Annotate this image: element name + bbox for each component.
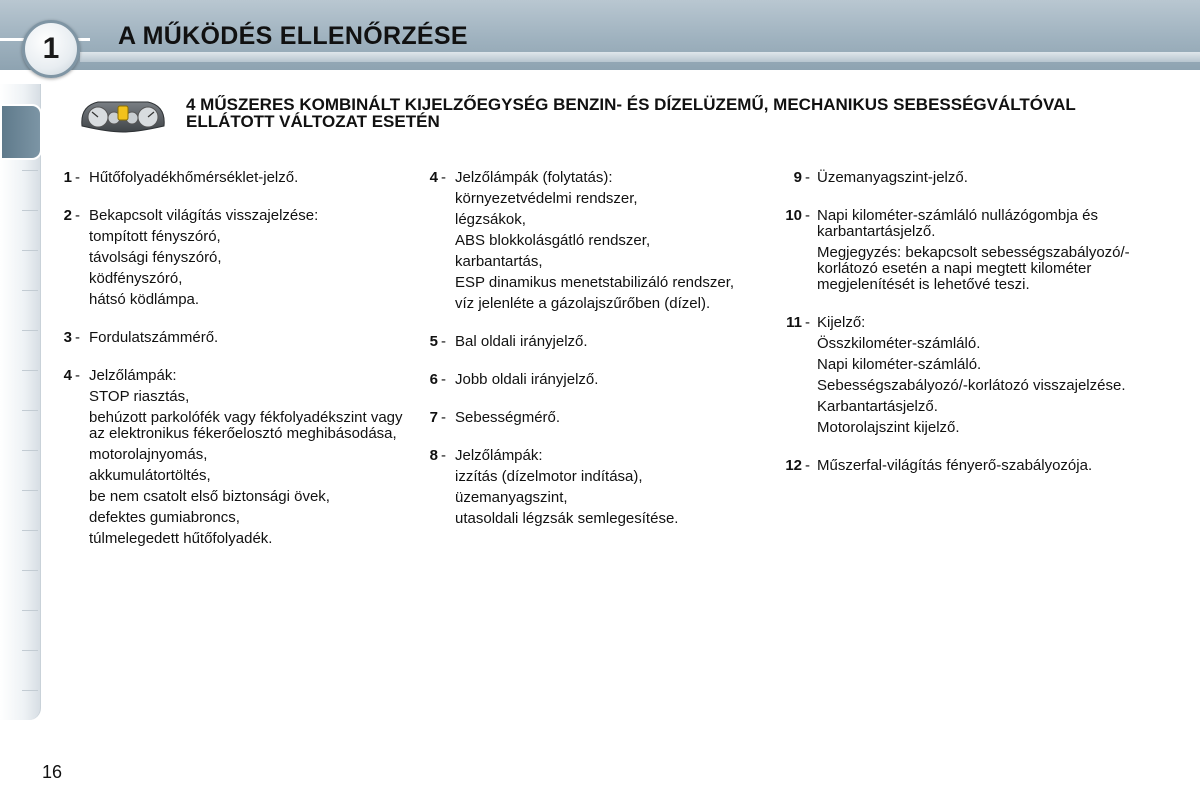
item-line: Karbantartásjelző. bbox=[817, 398, 938, 415]
item-number: 1 bbox=[63, 169, 72, 186]
legend-item bbox=[780, 170, 1140, 186]
chapter-number-badge: 1 bbox=[22, 20, 80, 78]
item-line: motorolajnyomás, bbox=[89, 446, 208, 463]
item-line: behúzott parkolófék vagy fékfolyadékszint vagy az elektronikus fékerőelosztó meghibásodása, bbox=[89, 409, 403, 442]
item-line: defektes gumiabroncs, bbox=[89, 509, 240, 526]
item-line: Jelzőlámpák (folytatás): bbox=[455, 169, 613, 186]
legend-column-1 bbox=[44, 170, 414, 569]
item-line: akkumulátortöltés, bbox=[89, 467, 211, 484]
item-line: Összkilométer-számláló. bbox=[817, 335, 981, 352]
item-line: izzítás (dízelmotor indítása), bbox=[455, 468, 643, 485]
page-title: A MŰKÖDÉS ELLENŐRZÉSE bbox=[118, 22, 468, 50]
item-lines bbox=[89, 330, 414, 346]
item-separator: - bbox=[441, 409, 446, 426]
item-lines bbox=[817, 170, 1140, 186]
item-number: 7 bbox=[429, 409, 438, 426]
item-line: hátsó ködlámpa. bbox=[89, 291, 200, 308]
item-lines bbox=[817, 315, 1140, 436]
legend-item bbox=[44, 330, 414, 346]
item-line: túlmelegedett hűtőfolyadék. bbox=[89, 530, 273, 547]
item-line: Sebességszabályozó/-korlátozó visszajelzése. bbox=[817, 377, 1126, 394]
item-line: Jelzőlámpák: bbox=[455, 447, 543, 464]
item-lines bbox=[455, 448, 776, 527]
item-number: 6 bbox=[429, 371, 438, 388]
item-number: 4 bbox=[429, 169, 438, 186]
active-chapter-tab[interactable] bbox=[0, 104, 42, 160]
header-rule-left bbox=[0, 38, 24, 41]
item-number: 11 bbox=[786, 314, 802, 331]
item-line: Jelzőlámpák: bbox=[89, 367, 177, 384]
page-number: 16 bbox=[42, 762, 63, 782]
item-line: Napi kilométer-számláló nullázógombja és karbantartásjelző. bbox=[817, 207, 1098, 240]
item-line: üzemanyagszint, bbox=[455, 489, 568, 506]
item-line: Műszerfal-világítás fényerő-szabályozója. bbox=[817, 457, 1093, 474]
legend-item bbox=[780, 458, 1140, 474]
item-separator: - bbox=[805, 457, 810, 474]
item-lines bbox=[89, 368, 414, 547]
item-line: utasoldali légzsák semlegesítése. bbox=[455, 510, 679, 527]
item-line: tompított fényszóró, bbox=[89, 228, 221, 245]
item-line: környezetvédelmi rendszer, bbox=[455, 190, 638, 207]
legend-item bbox=[44, 170, 414, 186]
item-separator: - bbox=[441, 169, 446, 186]
legend-item bbox=[780, 315, 1140, 436]
item-lines bbox=[89, 208, 414, 308]
item-line: Kijelző: bbox=[817, 314, 866, 331]
item-separator: - bbox=[441, 333, 446, 350]
item-separator: - bbox=[805, 207, 810, 224]
item-number: 3 bbox=[63, 329, 72, 346]
item-number: 4 bbox=[63, 367, 72, 384]
legend-column-3 bbox=[780, 170, 1140, 496]
item-line: STOP riasztás, bbox=[89, 388, 190, 405]
legend-column-2 bbox=[416, 170, 776, 549]
legend-item bbox=[44, 368, 414, 547]
item-separator: - bbox=[75, 207, 80, 224]
item-lines bbox=[455, 410, 776, 426]
legend-item bbox=[416, 372, 776, 388]
header-underline-band bbox=[80, 52, 1200, 62]
item-separator: - bbox=[75, 329, 80, 346]
item-line: víz jelenléte a gázolajszűrőben (dízel). bbox=[455, 295, 711, 312]
item-line: be nem csatolt első biztonsági övek, bbox=[89, 488, 330, 505]
section-heading: 4 MŰSZERES KOMBINÁLT KIJELZŐEGYSÉG BENZIN- ÉS DÍZELÜZEMŰ, MECHANIKUS SEBESSÉGVÁLTÓVAL ELLÁTOTT VÁLTOZAT ESETÉN bbox=[186, 95, 1076, 131]
item-separator: - bbox=[805, 314, 810, 331]
item-number: 2 bbox=[63, 207, 72, 224]
item-line: Motorolajszint kijelző. bbox=[817, 419, 960, 436]
item-line: Bekapcsolt világítás visszajelzése: bbox=[89, 207, 319, 224]
item-line: karbantartás, bbox=[455, 253, 543, 270]
item-lines bbox=[89, 170, 414, 186]
item-line: Bal oldali irányjelző. bbox=[455, 333, 588, 350]
instrument-cluster-icon bbox=[78, 96, 168, 134]
item-line: Jobb oldali irányjelző. bbox=[455, 371, 599, 388]
item-lines bbox=[455, 334, 776, 350]
legend-item bbox=[416, 334, 776, 350]
legend-item bbox=[780, 208, 1140, 293]
item-separator: - bbox=[805, 169, 810, 186]
item-lines bbox=[817, 208, 1140, 293]
item-number: 12 bbox=[785, 457, 802, 474]
legend-item bbox=[416, 448, 776, 527]
legend-item bbox=[44, 208, 414, 308]
legend-item bbox=[416, 170, 776, 312]
item-separator: - bbox=[441, 371, 446, 388]
legend-item bbox=[416, 410, 776, 426]
item-separator: - bbox=[75, 169, 80, 186]
item-line: Napi kilométer-számláló. bbox=[817, 356, 982, 373]
item-separator: - bbox=[441, 447, 446, 464]
item-line: ESP dinamikus menetstabilizáló rendszer, bbox=[455, 274, 735, 291]
item-line: távolsági fényszóró, bbox=[89, 249, 222, 266]
item-lines bbox=[455, 372, 776, 388]
item-line: Üzemanyagszint-jelző. bbox=[817, 169, 968, 186]
item-line: ABS blokkolásgátló rendszer, bbox=[455, 232, 651, 249]
item-lines bbox=[455, 170, 776, 312]
item-number: 9 bbox=[793, 169, 802, 186]
item-line: Sebességmérő. bbox=[455, 409, 561, 426]
item-line: Fordulatszámmérő. bbox=[89, 329, 219, 346]
item-number: 10 bbox=[785, 207, 802, 224]
item-number: 5 bbox=[429, 333, 438, 350]
item-line: Hűtőfolyadékhőmérséklet-jelző. bbox=[89, 169, 299, 186]
item-number: 8 bbox=[429, 447, 438, 464]
side-tab-strip bbox=[0, 84, 41, 720]
item-line: légzsákok, bbox=[455, 211, 526, 228]
item-line: ködfényszóró, bbox=[89, 270, 183, 287]
item-line: Megjegyzés: bekapcsolt sebességszabályozó/-korlátozó esetén a napi megtett kilométer megjelenítését is lehetővé teszi. bbox=[817, 244, 1130, 293]
item-lines bbox=[817, 458, 1140, 474]
item-separator: - bbox=[75, 367, 80, 384]
